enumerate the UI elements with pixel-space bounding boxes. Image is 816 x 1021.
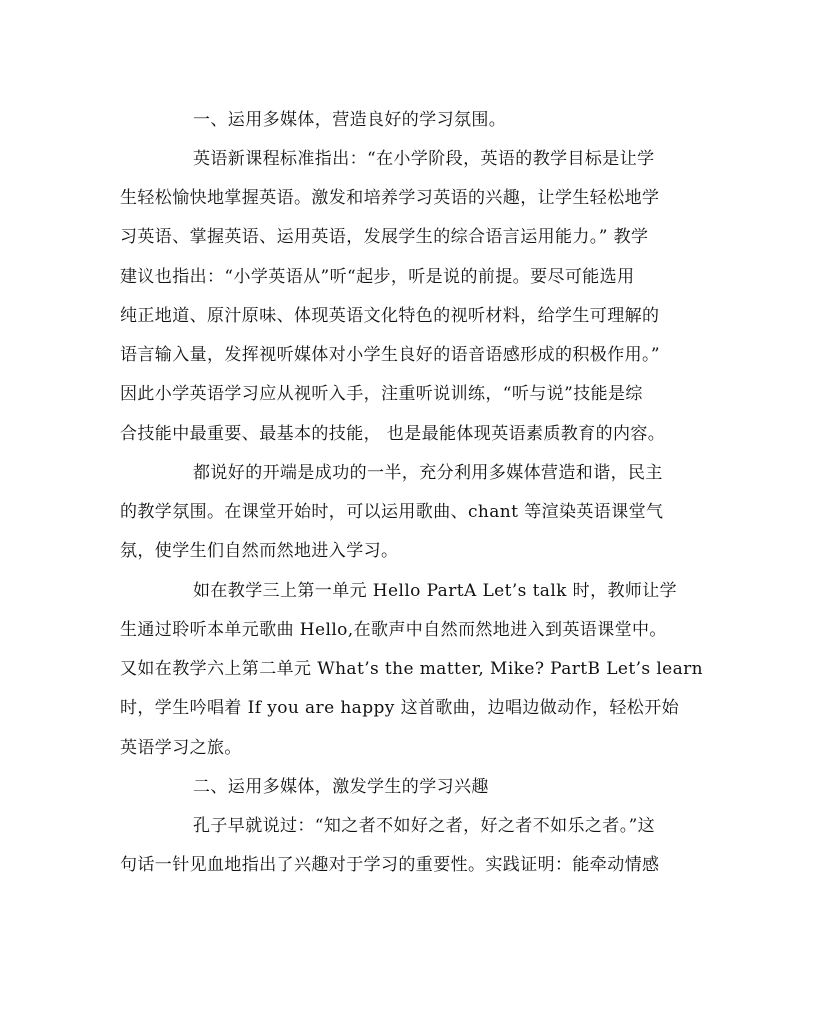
paragraph-line: 时，学生吟唱着 If you are happy 这首歌曲，边唱边做动作，轻松开始: [120, 698, 679, 718]
paragraph-line: 又如在教学六上第二单元 What’s the matter, Mike? PartB Let’s learn: [120, 659, 704, 679]
heading-1: 一、运用多媒体，营造良好的学习氛围。: [193, 110, 507, 130]
paragraph-line: 习英语、掌握英语、运用英语，发展学生的综合语言运用能力。” 教学: [120, 227, 649, 247]
paragraph-line: 的教学氛围。在课堂开始时，可以运用歌曲、chant 等渲染英语课堂气: [120, 502, 664, 522]
paragraph-line: 生通过聆听本单元歌曲 Hello,在歌声中自然而然地进入到英语课堂中。: [120, 620, 667, 640]
paragraph-line: 建议也指出：“小学英语从”听“起步，听是说的前提。要尽可能选用: [120, 267, 635, 287]
paragraph-line: 英语新课程标准指出：“在小学阶段，英语的教学目标是让学: [193, 149, 655, 169]
paragraph-line: 都说好的开端是成功的一半，充分利用多媒体营造和谐，民主: [193, 463, 663, 483]
paragraph-line: 语言输入量，发挥视听媒体对小学生良好的语音语感形成的积极作用。”: [120, 345, 660, 365]
paragraph-line: 纯正地道、原汁原味、体现英语文化特色的视听材料，给学生可理解的: [120, 306, 660, 326]
paragraph-line: 英语学习之旅。: [120, 738, 242, 758]
paragraph-line: 孔子早就说过：“知之者不如好之者，好之者不如乐之者。”这: [193, 816, 656, 836]
paragraph-line: 因此小学英语学习应从视听入手，注重听说训练，“听与说”技能是综: [120, 384, 643, 404]
paragraph-line: 合技能中最重要、最基本的技能， 也是最能体现英语素质教育的内容。: [120, 424, 666, 444]
paragraph-line: 氛，使学生们自然而然地进入学习。: [120, 541, 399, 561]
heading-2: 二、运用多媒体，激发学生的学习兴趣: [193, 777, 489, 797]
paragraph-line: 生轻松愉快地掌握英语。激发和培养学习英语的兴趣，让学生轻松地学: [120, 188, 660, 208]
paragraph-line: 如在教学三上第一单元 Hello PartA Let’s talk 时，教师让学: [193, 581, 678, 601]
paragraph-line: 句话一针见血地指出了兴趣对于学习的重要性。实践证明：能牵动情感: [120, 855, 660, 875]
